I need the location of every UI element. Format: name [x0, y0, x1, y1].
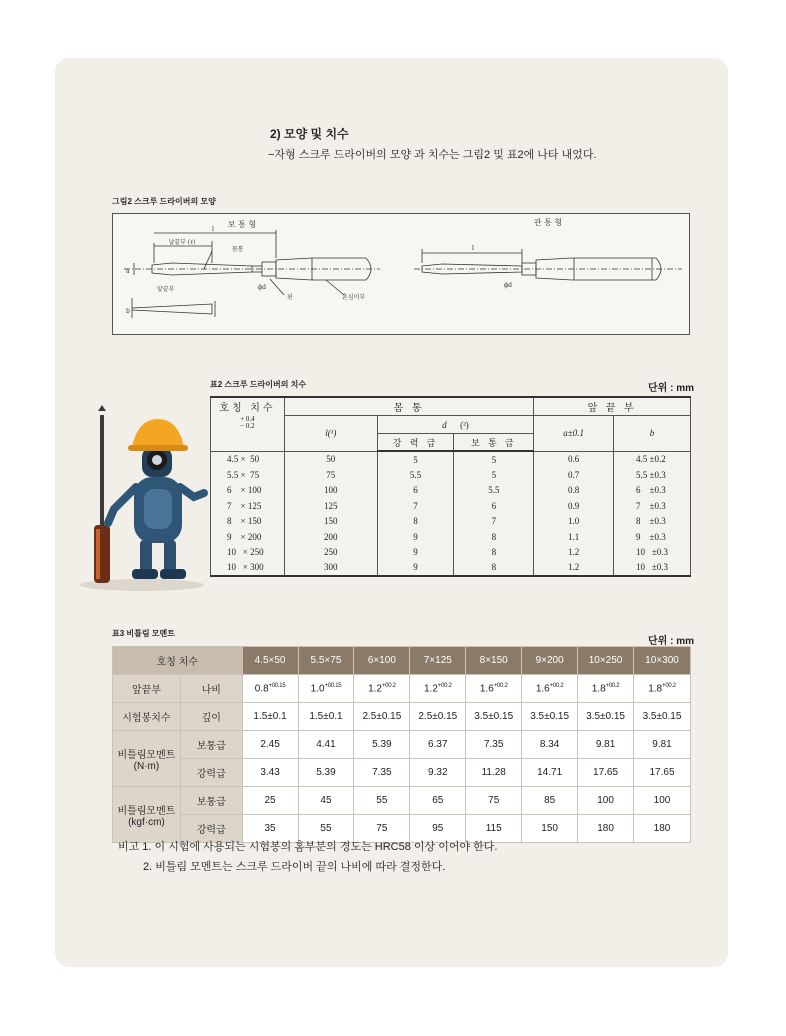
label-tip: 앞끝부	[157, 286, 175, 293]
label-length: l	[212, 226, 214, 233]
row-label-width: 나비	[180, 675, 242, 703]
cell-a: 0.6	[534, 451, 614, 467]
cell-depth: 3.5±0.15	[578, 703, 634, 731]
cell-a: 0.9	[534, 498, 614, 513]
cell-l: 50	[284, 451, 377, 467]
cell-width: $1.2^{+00.2}$	[354, 675, 410, 703]
cell-strong: 9	[377, 560, 454, 576]
cell-depth: 2.5±0.15	[354, 703, 410, 731]
cell-nm-strong: 17.65	[578, 759, 634, 787]
cell-normal: 6	[454, 498, 534, 513]
label-body: 몸통	[232, 246, 244, 253]
header-tolerance: + 0.4 − 0.2	[211, 416, 285, 452]
cell-a: 1.1	[534, 529, 614, 544]
cell-depth: 1.5±0.1	[298, 703, 354, 731]
label-core: 혼심이부	[342, 294, 366, 301]
cell-b: 10 ±0.3	[614, 544, 691, 559]
cell-kgf-normal: 45	[298, 787, 354, 815]
row-label-normal: 보통급	[180, 787, 242, 815]
table-row-size: 7 × 125	[211, 498, 285, 513]
cell-nm-normal: 6.37	[410, 731, 466, 759]
header-size: 5.5×75	[298, 647, 354, 675]
cell-kgf-normal: 100	[634, 787, 691, 815]
header-size: 10×250	[578, 647, 634, 675]
label-d: ϕd	[258, 284, 266, 291]
cell-b: 7 ±0.3	[614, 498, 691, 513]
cell-b: 8 ±0.3	[614, 514, 691, 529]
cell-normal: 5.5	[454, 483, 534, 498]
cell-l: 250	[284, 544, 377, 559]
cell-kgf-strong: 95	[410, 815, 466, 843]
cell-kgf-normal: 100	[578, 787, 634, 815]
cell-depth: 1.5±0.1	[242, 703, 298, 731]
cell-strong: 7	[377, 498, 454, 513]
header-size: 4.5×50	[242, 647, 298, 675]
label-b: b	[126, 308, 130, 315]
row-label-strong: 강력급	[180, 759, 242, 787]
table-row-size: 6 × 100	[211, 483, 285, 498]
header-body: 몸 통	[284, 397, 533, 416]
cell-depth: 3.5±0.15	[522, 703, 578, 731]
cell-nm-strong: 17.65	[634, 759, 691, 787]
label-tip-hatch: 날끝부 (ℓ)	[168, 239, 196, 246]
cell-kgf-normal: 25	[242, 787, 298, 815]
table2-caption: 표2 스크루 드라이버의 치수	[210, 380, 307, 389]
table3-unit: 단위 : mm	[648, 636, 694, 647]
header-l: l(¹)	[284, 416, 377, 452]
note-2: 2. 비틀림 모멘트는 스크루 드라이버 끝의 나비에 따라 결정한다.	[143, 861, 446, 873]
label-d-through: ϕd	[504, 282, 512, 289]
table-row-size: 10 × 250	[211, 544, 285, 559]
header-tip: 앞 끝 부	[534, 397, 691, 416]
cell-strong: 8	[377, 514, 454, 529]
screwdriver-shaft	[100, 415, 104, 525]
cell-width: $1.6^{+00.2}$	[522, 675, 578, 703]
cell-nm-normal: 2.45	[242, 731, 298, 759]
cell-normal: 8	[454, 560, 534, 576]
cell-width: $1.8^{+00.2}$	[578, 675, 634, 703]
cell-width: $1.6^{+00.2}$	[466, 675, 522, 703]
section-description: −자형 스크루 드라이버의 모양 과 치수는 그림2 및 표2에 나타 내었다.	[268, 149, 597, 161]
table-row-size: 4.5 × 50	[211, 451, 285, 467]
header-d: d (²)	[377, 416, 534, 434]
cell-normal: 5	[454, 451, 534, 467]
cell-l: 200	[284, 529, 377, 544]
cell-kgf-strong: 55	[298, 815, 354, 843]
cell-l: 300	[284, 560, 377, 576]
robot-helmet	[132, 419, 184, 447]
cell-nm-strong: 11.28	[466, 759, 522, 787]
robot-illustration	[72, 405, 212, 593]
header-size: 6×100	[354, 647, 410, 675]
label-a: a	[126, 268, 130, 275]
cell-strong: 5	[377, 451, 454, 467]
header-size: 7×125	[410, 647, 466, 675]
section-title: 2) 모양 및 치수	[270, 127, 349, 141]
cell-b: 5.5 ±0.3	[614, 467, 691, 482]
cell-l: 100	[284, 483, 377, 498]
cell-kgf-strong: 75	[354, 815, 410, 843]
cell-l: 75	[284, 467, 377, 482]
cell-kgf-normal: 55	[354, 787, 410, 815]
note-1: 비고 1. 이 시험에 사용되는 시험봉의 홈부분의 경도는 HRC58 이상 이어야 한다.	[118, 841, 498, 853]
row-label-test-bar: 시험봉치수	[113, 703, 181, 731]
header-nominal-size: 호칭 치수	[113, 647, 243, 675]
header-b: b	[614, 416, 691, 452]
cell-width: $1.0^{+00.15}$	[298, 675, 354, 703]
table-row-size: 5.5 × 75	[211, 467, 285, 482]
cell-nm-strong: 9.32	[410, 759, 466, 787]
header-normal: 보 통 급	[454, 434, 534, 452]
cell-nm-strong: 14.71	[522, 759, 578, 787]
cell-depth: 3.5±0.15	[466, 703, 522, 731]
table2-unit: 단위 : mm	[648, 383, 694, 394]
cell-kgf-strong: 180	[634, 815, 691, 843]
cell-nm-normal: 9.81	[634, 731, 691, 759]
row-label-depth: 깊이	[180, 703, 242, 731]
cell-kgf-normal: 65	[410, 787, 466, 815]
table-row-size: 10 × 300	[211, 560, 285, 576]
cell-kgf-normal: 75	[466, 787, 522, 815]
cell-kgf-strong: 115	[466, 815, 522, 843]
cell-nm-normal: 8.34	[522, 731, 578, 759]
cell-nm-normal: 7.35	[466, 731, 522, 759]
cell-a: 0.8	[534, 483, 614, 498]
cell-nm-strong: 3.43	[242, 759, 298, 787]
header-size: 8×150	[466, 647, 522, 675]
table-row-size: 8 × 150	[211, 514, 285, 529]
cell-b: 10 ±0.3	[614, 560, 691, 576]
cell-kgf-normal: 85	[522, 787, 578, 815]
cell-nm-strong: 5.39	[298, 759, 354, 787]
cell-width: $1.8^{+00.2}$	[634, 675, 691, 703]
cell-strong: 9	[377, 529, 454, 544]
table3-caption: 표3 비틀림 모멘트	[112, 629, 175, 638]
cell-b: 6 ±0.3	[614, 483, 691, 498]
label-length-through: l	[472, 245, 474, 252]
screwdriver-drawing	[112, 213, 690, 335]
cell-b: 9 ±0.3	[614, 529, 691, 544]
torque-table	[112, 646, 691, 843]
label-pin: 핀	[287, 294, 293, 301]
header-size: 10×300	[634, 647, 691, 675]
cell-nm-strong: 7.35	[354, 759, 410, 787]
cell-nm-normal: 9.81	[578, 731, 634, 759]
label-ordinary: 보 통 형	[227, 220, 257, 229]
header-strong: 강 력 급	[377, 434, 454, 452]
cell-a: 1.0	[534, 514, 614, 529]
cell-kgf-strong: 35	[242, 815, 298, 843]
header-nominal: 호칭 치수	[211, 397, 285, 416]
cell-l: 125	[284, 498, 377, 513]
cell-depth: 2.5±0.15	[410, 703, 466, 731]
cell-a: 1.2	[534, 544, 614, 559]
header-size: 9×200	[522, 647, 578, 675]
cell-a: 0.7	[534, 467, 614, 482]
cell-nm-normal: 4.41	[298, 731, 354, 759]
row-label-torque-kgf: 비틀림모멘트 (kgf·cm)	[113, 787, 181, 843]
label-through: 관 통 형	[533, 218, 563, 227]
table-row-size: 9 × 200	[211, 529, 285, 544]
cell-normal: 8	[454, 544, 534, 559]
cell-strong: 6	[377, 483, 454, 498]
cell-strong: 5.5	[377, 467, 454, 482]
dimension-table	[210, 396, 691, 577]
cell-a: 1.2	[534, 560, 614, 576]
row-label-tip: 앞끝부	[113, 675, 181, 703]
cell-width: $1.2^{+00.2}$	[410, 675, 466, 703]
cell-b: 4.5 ±0.2	[614, 451, 691, 467]
cell-kgf-strong: 180	[578, 815, 634, 843]
header-a: a±0.1	[534, 416, 614, 452]
cell-nm-normal: 5.39	[354, 731, 410, 759]
cell-depth: 3.5±0.15	[634, 703, 691, 731]
cell-kgf-strong: 150	[522, 815, 578, 843]
row-label-torque-nm: 비틀림모멘트 (N·m)	[113, 731, 181, 787]
cell-normal: 5	[454, 467, 534, 482]
cell-normal: 7	[454, 514, 534, 529]
cell-normal: 8	[454, 529, 534, 544]
cell-l: 150	[284, 514, 377, 529]
row-label-normal: 보통급	[180, 731, 242, 759]
figure2-caption: 그림2 스크루 드라이버의 모양	[112, 197, 216, 206]
row-label-strong: 강력급	[180, 815, 242, 843]
cell-strong: 9	[377, 544, 454, 559]
cell-width: $0.8^{+00.15}$	[242, 675, 298, 703]
